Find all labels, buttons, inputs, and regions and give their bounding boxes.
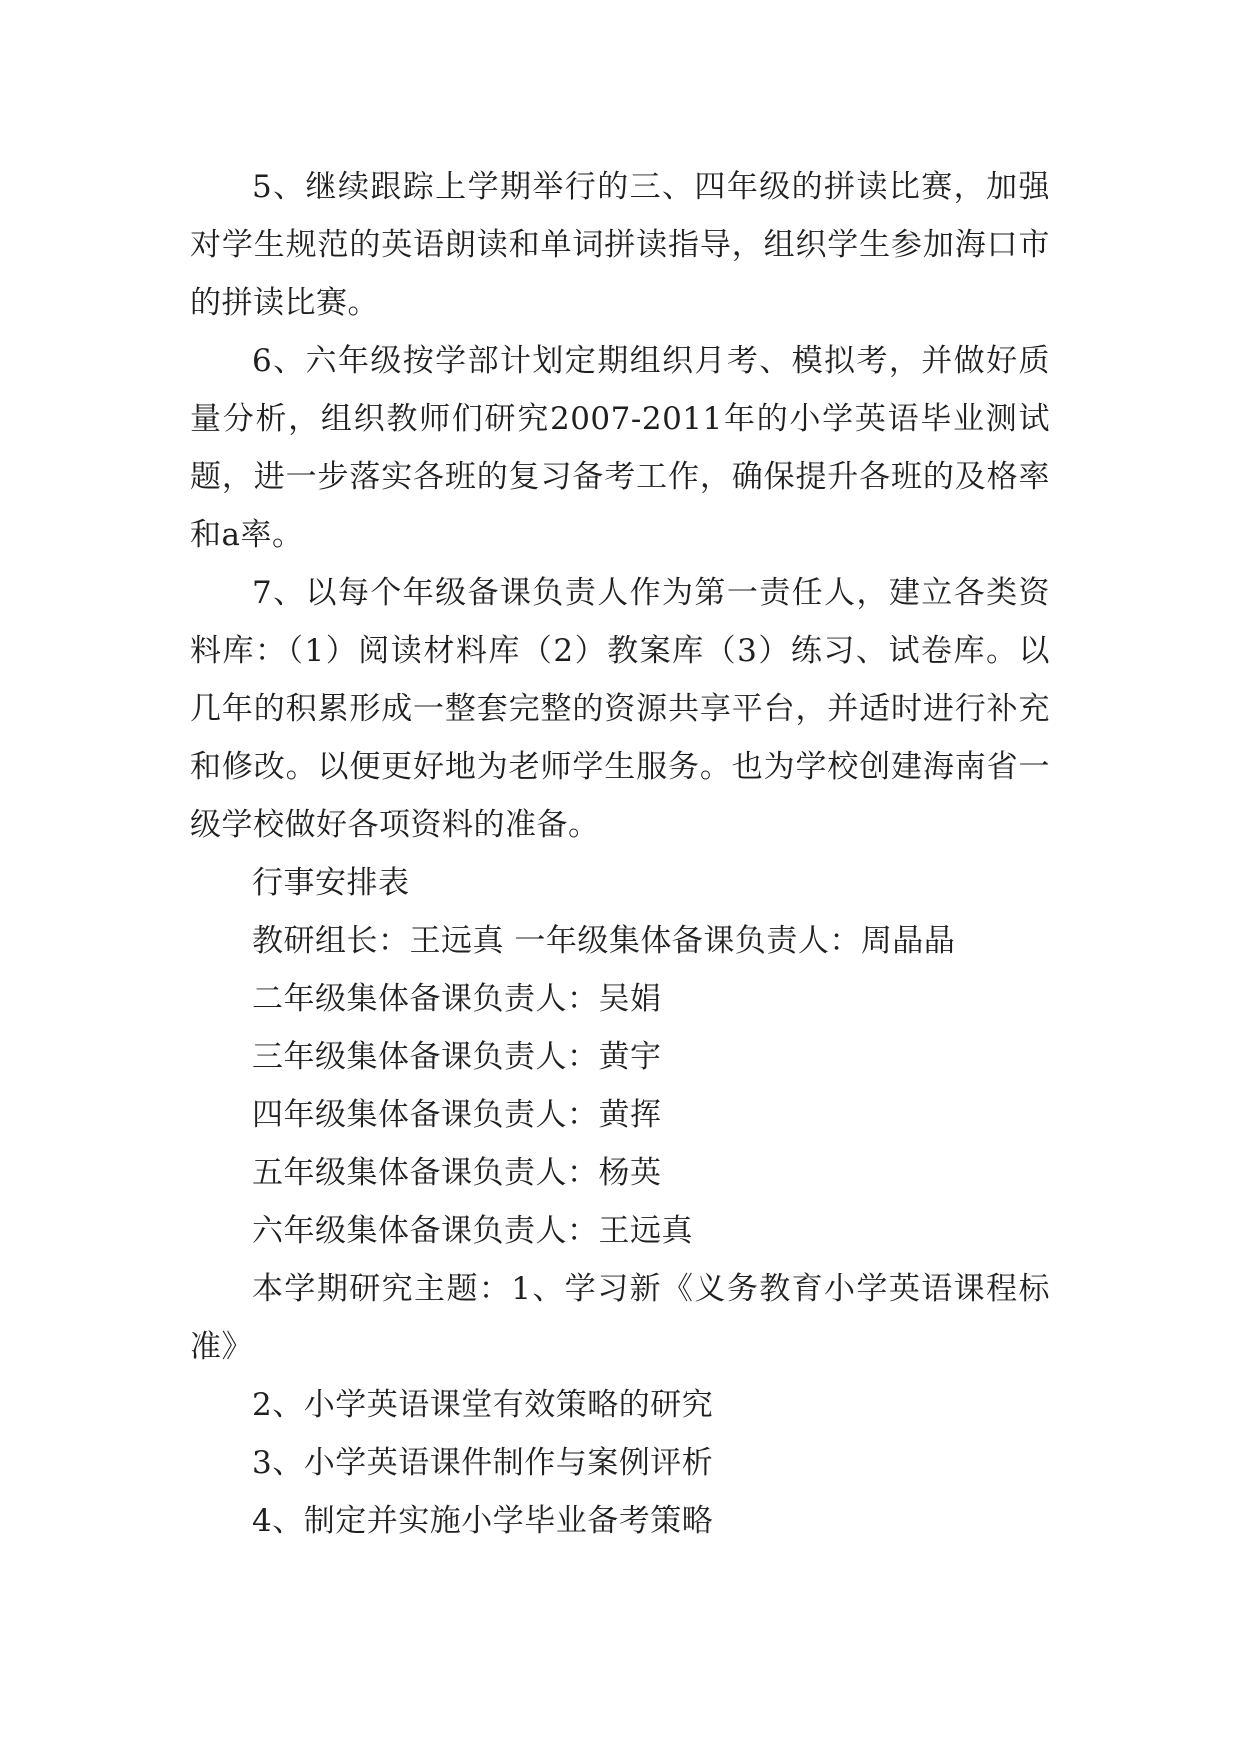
- research-theme-1: 本学期研究主题：1、学习新《义务教育小学英语课程标准》: [190, 1271, 1050, 1365]
- schedule-heading: 行事安排表: [252, 865, 410, 901]
- document-body: [190, 158, 1050, 1550]
- paragraph-item-6: 6、六年级按学部计划定期组织月考、模拟考，并做好质量分析，组织教师们研究2007-2011年的小学英语毕业测试题，进一步落实各班的复习备考工作，确保提升各班的及格率和a率。: [190, 343, 1050, 553]
- staff-line-grade-6: 六年级集体备课负责人：王远真: [252, 1213, 693, 1249]
- paragraph-item-7: 7、以每个年级备课负责人作为第一责任人，建立各类资料库：（1）阅读材料库（2）教案库（3）练习、试卷库。以几年的积累形成一整套完整的资源共享平台，并适时进行补充和修改。以便更好地为老师学生服务。也为学校创建海南省一级学校做好各项资料的准备。: [190, 575, 1050, 843]
- paragraph-item-5: 5、继续跟踪上学期举行的三、四年级的拼读比赛，加强对学生规范的英语朗读和单词拼读指导，组织学生参加海口市的拼读比赛。: [190, 169, 1050, 321]
- staff-line-grade-2: 二年级集体备课负责人：吴娟: [252, 981, 662, 1017]
- research-theme-3: 3、小学英语课件制作与案例评析: [252, 1445, 714, 1481]
- research-theme-4: 4、制定并实施小学毕业备考策略: [252, 1503, 714, 1539]
- research-theme-2: 2、小学英语课堂有效策略的研究: [252, 1387, 714, 1423]
- staff-line-grade-4: 四年级集体备课负责人：黄挥: [252, 1097, 662, 1133]
- staff-line-grade-5: 五年级集体备课负责人：杨英: [252, 1155, 662, 1191]
- staff-line-leader: 教研组长：王远真 一年级集体备课负责人：周晶晶: [252, 923, 956, 959]
- staff-line-grade-3: 三年级集体备课负责人：黄宇: [252, 1039, 662, 1075]
